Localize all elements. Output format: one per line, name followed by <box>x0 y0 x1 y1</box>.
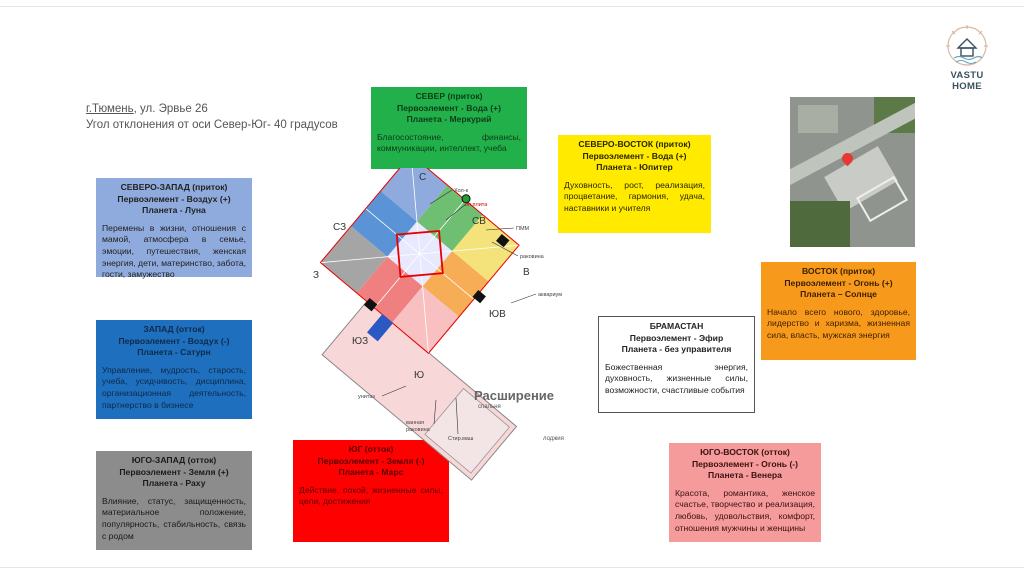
zone-title: ЮГ (отток) <box>348 444 394 454</box>
label-sink: раковина <box>520 254 544 260</box>
zone-description: Перемены в жизни, отношения с мамой, атмосфера в семье, эмоции, путешествия, женская энергия, дети, материнство, забота, гости, замужество <box>102 222 247 280</box>
label-el-plate: Эл плита <box>464 202 488 208</box>
logo-text: VASTU HOME <box>950 70 984 92</box>
slide-top-border <box>0 6 1024 7</box>
label-bedroom: спальня <box>478 404 501 410</box>
zone-description: Духовность, рост, реализация, процветание, гармония, удача, наставники и учителя <box>564 179 705 213</box>
dir-west: З <box>313 270 320 281</box>
label-fridge: Хол-к <box>454 188 468 194</box>
zone-southeast-card <box>669 443 821 542</box>
map-greenery <box>790 201 850 247</box>
address-street: , ул. Эрвье 26 <box>133 103 208 115</box>
zone-element: Первоэлемент - Огонь (-) <box>691 458 799 469</box>
zone-planet: Планета - Луна <box>142 205 206 216</box>
dir-north: С <box>419 172 427 183</box>
zone-planet: Планета – Солнце <box>800 289 877 300</box>
zone-planet: Планета - Меркурий <box>406 114 492 125</box>
label-sink-2: раковина <box>406 427 430 433</box>
zone-description: Благосостояние, финансы, коммуникации, интеллект, учеба <box>377 131 521 154</box>
zone-element: Первоэлемент - Эфир <box>629 332 724 343</box>
dir-northeast: СВ <box>472 216 486 227</box>
zone-title: СЕВЕРО-ЗАПАД (приток) <box>120 182 228 192</box>
zone-east-card <box>761 262 916 360</box>
zone-title: ЮГО-ЗАПАД (отток) <box>131 455 217 465</box>
zone-brahmasthan-card <box>598 316 755 413</box>
label-aquarium: аквариум <box>538 292 562 298</box>
dir-east: В <box>523 267 530 278</box>
slide-bottom-border <box>0 567 1024 568</box>
zone-north-card <box>371 87 527 169</box>
zone-description: Начало всего нового, здоровье, лидерство и харизма, жизненная сила, власть, мужская энергия <box>767 306 910 340</box>
zone-description: Управление, мудрость, старость, учеба, усидчивость, дисциплина, организационная деятельность, партнерство в бизнесе <box>102 364 246 410</box>
zone-planet: Планета - Венера <box>708 470 782 481</box>
zone-planet: Планета - Марс <box>338 467 404 478</box>
zone-planet: Планета - Раху <box>142 478 206 489</box>
house-sun-icon <box>944 24 990 68</box>
zone-west-card <box>96 320 252 419</box>
label-pmm: ПММ <box>516 226 530 232</box>
label-extension: Расширение <box>474 388 555 403</box>
address-block <box>86 101 338 133</box>
zone-description: Божественная энергия, духовность, жизненные силы, возможности, счастливые события <box>605 361 748 395</box>
label-loggia: лоджия <box>543 436 564 442</box>
label-bath: ванная <box>454 366 473 372</box>
address-line <box>86 101 338 117</box>
label-washer: Стир.маш <box>448 436 474 442</box>
deviation-angle: Угол отклонения от оси Север-Юг- 40 градусов <box>86 119 338 131</box>
satellite-map <box>790 97 915 247</box>
zone-northwest-card <box>96 178 252 280</box>
zone-title: ЗАПАД (отток) <box>143 324 205 334</box>
label-toilet: унитаз <box>358 394 375 400</box>
zone-southwest-card <box>96 451 252 550</box>
zone-element: Первоэлемент - Огонь (+) <box>784 277 893 288</box>
zone-description: Влияние, статус, защищенность, материальное положение, популярность, стабильность, связь с родом <box>102 495 246 541</box>
label-bath-2: ванная <box>406 420 425 426</box>
zone-element: Первоэлемент - Вода (+) <box>397 102 501 113</box>
floor-plan <box>300 168 600 483</box>
zone-title: ЮГО-ВОСТОК (отток) <box>700 447 790 457</box>
zone-element: Первоэлемент - Земля (-) <box>317 455 425 466</box>
dir-south: Ю <box>414 370 425 381</box>
zone-description: Красота, романтика, женское счастье, творчество и реализация, любовь, удовольствия, комфорт, отношения мужчины и женщины <box>675 487 815 533</box>
vastu-home-logo <box>936 24 998 92</box>
address-city[interactable]: г.Тюмень <box>86 103 134 115</box>
zone-title: ВОСТОК (приток) <box>801 266 876 276</box>
zone-element: Первоэлемент - Воздух (-) <box>118 335 230 346</box>
zone-title: СЕВЕРО-ВОСТОК (приток) <box>578 139 691 149</box>
zone-title: СЕВЕР (приток) <box>415 91 483 101</box>
dir-southwest: ЮЗ <box>352 336 369 347</box>
zone-planet: Планета - Сатурн <box>137 347 211 358</box>
dir-southeast: ЮВ <box>489 309 506 320</box>
dir-northwest: СЗ <box>333 222 347 233</box>
zone-element: Первоэлемент - Воздух (+) <box>117 193 231 204</box>
zone-element: Первоэлемент - Земля (+) <box>119 466 229 477</box>
zone-planet: Планета - Юпитер <box>596 162 673 173</box>
zone-title: БРАМАСТАН <box>649 321 704 331</box>
zone-description: Действие, покой, жизненные силы, цели, достижения <box>299 484 443 507</box>
zone-element: Первоэлемент - Вода (+) <box>582 150 687 161</box>
zone-planet: Планета - без управителя <box>621 344 732 355</box>
map-building <box>798 105 838 133</box>
